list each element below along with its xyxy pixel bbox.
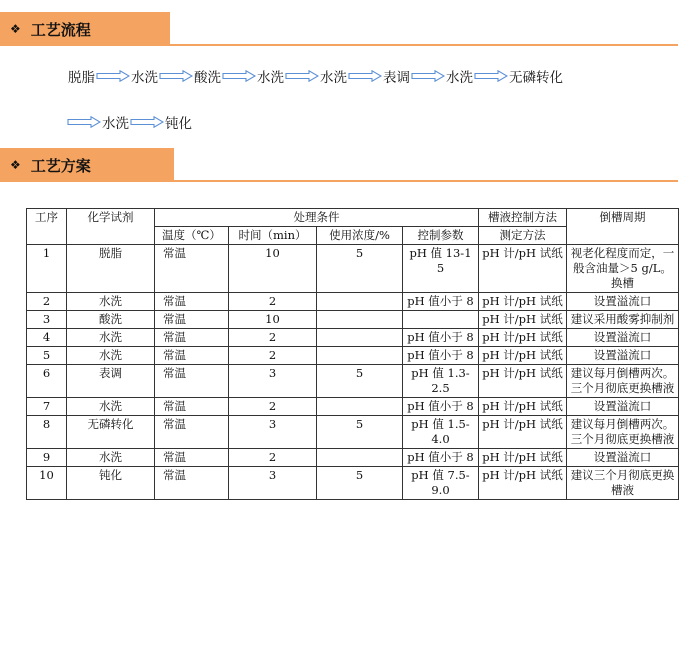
cell-parameter: pH 值 1.3-2.5 bbox=[403, 365, 479, 398]
cell-concentration: 5 bbox=[317, 416, 403, 449]
cell-concentration bbox=[317, 293, 403, 311]
header-temperature: 温度（℃） bbox=[155, 227, 229, 245]
process-table bbox=[26, 208, 679, 500]
cell-chemical: 水洗 bbox=[67, 398, 155, 416]
flow-arrow-icon bbox=[222, 70, 256, 82]
section-title-process-flow: 工艺流程 bbox=[30, 20, 91, 39]
header-step: 工序 bbox=[27, 209, 67, 245]
cell-concentration: 5 bbox=[317, 245, 403, 293]
table-row bbox=[27, 347, 679, 365]
header-conditions: 处理条件 bbox=[155, 209, 479, 227]
cell-step: 4 bbox=[27, 329, 67, 347]
cell-time: 3 bbox=[229, 416, 317, 449]
cell-method: pH 计/pH 试纸 bbox=[479, 311, 567, 329]
table-row bbox=[27, 245, 679, 293]
cell-temperature: 常温 bbox=[155, 398, 229, 416]
section-header-process-flow bbox=[0, 12, 170, 46]
flow-step: 脱脂 bbox=[68, 70, 95, 86]
flow-arrow-icon bbox=[348, 70, 382, 82]
cell-cycle: 设置溢流口 bbox=[567, 398, 679, 416]
table-row bbox=[27, 449, 679, 467]
cell-method: pH 计/pH 试纸 bbox=[479, 416, 567, 449]
flow-arrow-icon bbox=[130, 116, 164, 128]
cell-step: 8 bbox=[27, 416, 67, 449]
cell-method: pH 计/pH 试纸 bbox=[479, 365, 567, 398]
cell-time: 2 bbox=[229, 293, 317, 311]
cell-chemical: 水洗 bbox=[67, 329, 155, 347]
cell-cycle: 设置溢流口 bbox=[567, 449, 679, 467]
flow-step: 酸洗 bbox=[194, 70, 221, 86]
cell-concentration bbox=[317, 449, 403, 467]
cell-method: pH 计/pH 试纸 bbox=[479, 293, 567, 311]
table-row bbox=[27, 311, 679, 329]
header-parameter: 控制参数 bbox=[403, 227, 479, 245]
cell-step: 5 bbox=[27, 347, 67, 365]
cell-cycle: 设置溢流口 bbox=[567, 293, 679, 311]
flow-step: 水洗 bbox=[320, 70, 347, 86]
cell-temperature: 常温 bbox=[155, 329, 229, 347]
cell-cycle: 设置溢流口 bbox=[567, 329, 679, 347]
cell-chemical: 水洗 bbox=[67, 293, 155, 311]
cell-temperature: 常温 bbox=[155, 347, 229, 365]
cell-parameter: pH 值小于 8 bbox=[403, 293, 479, 311]
section-divider bbox=[0, 44, 678, 46]
flow-arrow-icon bbox=[474, 70, 508, 82]
cell-parameter: pH 值 1.5-4.0 bbox=[403, 416, 479, 449]
cell-cycle: 视老化程度而定，一般含油量＞5 g/L。换槽 bbox=[567, 245, 679, 293]
cell-step: 10 bbox=[27, 467, 67, 500]
process-table-body bbox=[27, 245, 679, 500]
process-flow-row-2 bbox=[66, 112, 192, 132]
section-divider bbox=[0, 180, 678, 182]
cell-cycle: 建议三个月彻底更换槽液 bbox=[567, 467, 679, 500]
cell-time: 2 bbox=[229, 398, 317, 416]
table-row bbox=[27, 398, 679, 416]
header-cycle: 倒槽周期 bbox=[567, 209, 679, 245]
cell-chemical: 脱脂 bbox=[67, 245, 155, 293]
cell-method: pH 计/pH 试纸 bbox=[479, 347, 567, 365]
flow-arrow-icon bbox=[96, 70, 130, 82]
cell-concentration: 5 bbox=[317, 365, 403, 398]
cell-step: 9 bbox=[27, 449, 67, 467]
cell-parameter: pH 值小于 8 bbox=[403, 449, 479, 467]
flow-step: 水洗 bbox=[102, 116, 129, 132]
header-method: 槽液控制方法 bbox=[479, 209, 567, 227]
cell-temperature: 常温 bbox=[155, 416, 229, 449]
cell-temperature: 常温 bbox=[155, 467, 229, 500]
cell-method: pH 计/pH 试纸 bbox=[479, 329, 567, 347]
diamond-bullet-icon: ❖ bbox=[10, 22, 21, 36]
section-header-process-plan bbox=[0, 148, 174, 182]
cell-step: 1 bbox=[27, 245, 67, 293]
flow-arrow-icon bbox=[159, 70, 193, 82]
flow-step: 无磷转化 bbox=[509, 70, 563, 86]
cell-step: 3 bbox=[27, 311, 67, 329]
cell-concentration bbox=[317, 311, 403, 329]
cell-parameter: pH 值小于 8 bbox=[403, 347, 479, 365]
flow-step: 水洗 bbox=[446, 70, 473, 86]
cell-chemical: 酸洗 bbox=[67, 311, 155, 329]
cell-time: 2 bbox=[229, 347, 317, 365]
cell-time: 10 bbox=[229, 311, 317, 329]
cell-concentration bbox=[317, 329, 403, 347]
table-row bbox=[27, 467, 679, 500]
cell-cycle: 建议每月倒槽两次。三个月彻底更换槽液 bbox=[567, 365, 679, 398]
cell-time: 2 bbox=[229, 329, 317, 347]
cell-method: pH 计/pH 试纸 bbox=[479, 398, 567, 416]
cell-step: 7 bbox=[27, 398, 67, 416]
cell-temperature: 常温 bbox=[155, 449, 229, 467]
cell-temperature: 常温 bbox=[155, 245, 229, 293]
flow-arrow-icon bbox=[411, 70, 445, 82]
cell-temperature: 常温 bbox=[155, 311, 229, 329]
cell-cycle: 设置溢流口 bbox=[567, 347, 679, 365]
cell-chemical: 无磷转化 bbox=[67, 416, 155, 449]
cell-parameter: pH 值小于 8 bbox=[403, 329, 479, 347]
table-row bbox=[27, 329, 679, 347]
cell-temperature: 常温 bbox=[155, 365, 229, 398]
cell-method: pH 计/pH 试纸 bbox=[479, 245, 567, 293]
cell-chemical: 水洗 bbox=[67, 347, 155, 365]
table-row bbox=[27, 416, 679, 449]
cell-temperature: 常温 bbox=[155, 293, 229, 311]
cell-step: 2 bbox=[27, 293, 67, 311]
table-row bbox=[27, 365, 679, 398]
flow-step: 钝化 bbox=[165, 116, 192, 132]
flow-step: 水洗 bbox=[257, 70, 284, 86]
table-row bbox=[27, 293, 679, 311]
diamond-bullet-icon: ❖ bbox=[10, 158, 21, 172]
cell-method: pH 计/pH 试纸 bbox=[479, 449, 567, 467]
cell-concentration bbox=[317, 398, 403, 416]
flow-step: 水洗 bbox=[131, 70, 158, 86]
cell-time: 2 bbox=[229, 449, 317, 467]
cell-time: 10 bbox=[229, 245, 317, 293]
flow-arrow-icon bbox=[67, 116, 101, 128]
flow-arrow-icon bbox=[285, 70, 319, 82]
header-chemical: 化学试剂 bbox=[67, 209, 155, 245]
cell-cycle: 建议每月倒槽两次。三个月彻底更换槽液 bbox=[567, 416, 679, 449]
header-time: 时间（min） bbox=[229, 227, 317, 245]
cell-parameter: pH 值 13-15 bbox=[403, 245, 479, 293]
cell-chemical: 水洗 bbox=[67, 449, 155, 467]
cell-concentration bbox=[317, 347, 403, 365]
cell-parameter bbox=[403, 311, 479, 329]
cell-time: 3 bbox=[229, 365, 317, 398]
cell-cycle: 建议采用酸雾抑制剂 bbox=[567, 311, 679, 329]
cell-time: 3 bbox=[229, 467, 317, 500]
cell-concentration: 5 bbox=[317, 467, 403, 500]
flow-step: 表调 bbox=[383, 70, 410, 86]
cell-parameter: pH 值 7.5-9.0 bbox=[403, 467, 479, 500]
section-title-process-plan: 工艺方案 bbox=[30, 156, 91, 175]
cell-chemical: 表调 bbox=[67, 365, 155, 398]
process-flow-row-1 bbox=[68, 66, 563, 86]
header-measure-method: 测定方法 bbox=[479, 227, 567, 245]
cell-method: pH 计/pH 试纸 bbox=[479, 467, 567, 500]
cell-chemical: 钝化 bbox=[67, 467, 155, 500]
cell-parameter: pH 值小于 8 bbox=[403, 398, 479, 416]
header-concentration: 使用浓度/% bbox=[317, 227, 403, 245]
cell-step: 6 bbox=[27, 365, 67, 398]
